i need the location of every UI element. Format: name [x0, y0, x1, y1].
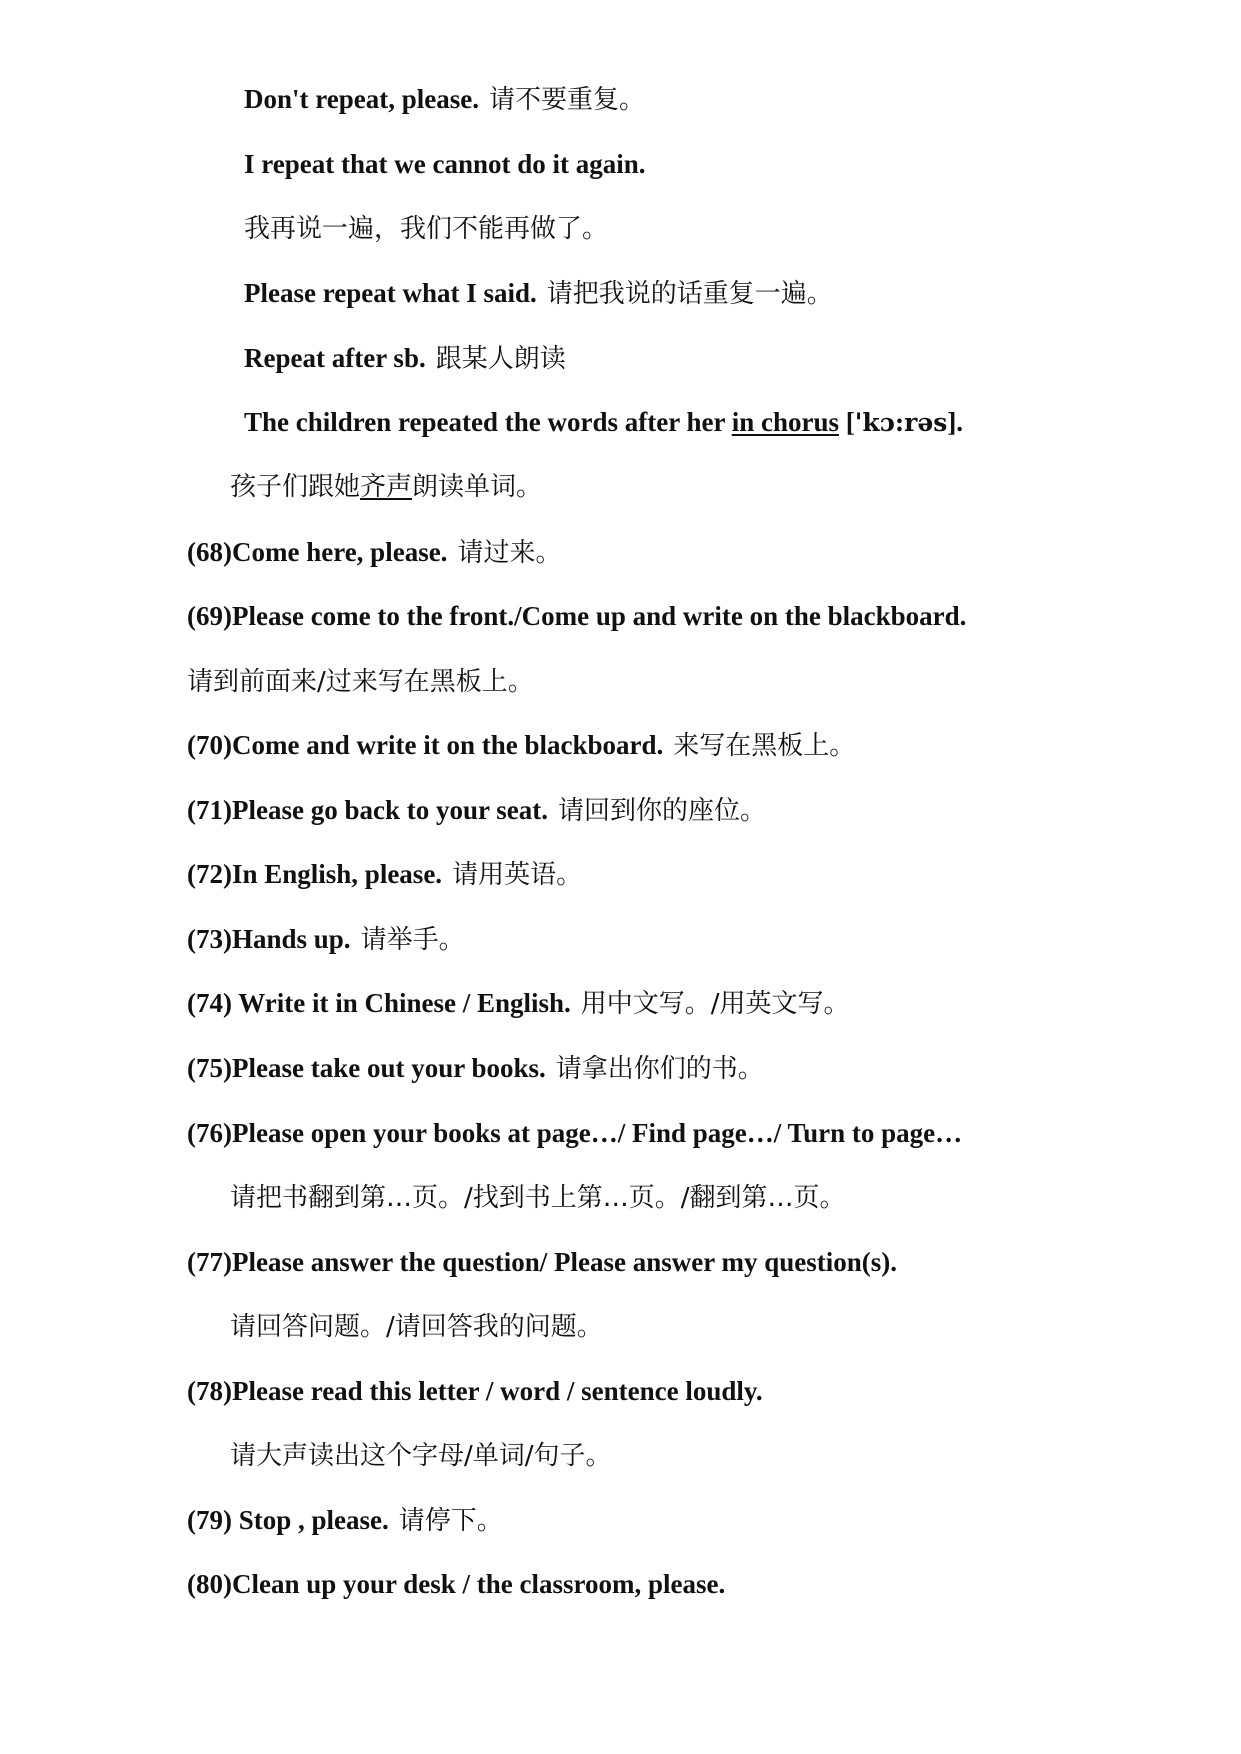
chinese-text: 请用英语。 — [452, 860, 583, 890]
english-text: [ — [838, 407, 855, 437]
chinese-text: 请停下。 — [398, 1506, 503, 1536]
item-80 — [187, 1567, 725, 1601]
english-text: (76)Please open your books at page…/ Find page…/ Turn to page… — [187, 1118, 963, 1148]
chinese-text: 请过来。 — [457, 538, 562, 568]
line-i-repeat-translation — [244, 211, 608, 246]
item-70 — [187, 728, 855, 763]
chinese-text: 朗读单词。 — [412, 472, 543, 502]
chinese-text: 请到前面来/过来写在黑板上。 — [187, 667, 534, 697]
item-76-translation — [230, 1180, 846, 1215]
item-72 — [187, 857, 582, 892]
english-text: (77)Please answer the question/ Please answer my question(s). — [187, 1247, 897, 1277]
line-children-repeated — [244, 405, 963, 440]
underlined-phrase: in chorus — [731, 407, 839, 437]
chinese-text: 用中文写。/用英文写。 — [580, 989, 850, 1019]
line-repeat-after — [244, 341, 566, 376]
chinese-text: 跟某人朗读 — [435, 344, 566, 374]
english-text: Repeat after sb. — [244, 343, 426, 373]
chinese-text: 来写在黑板上。 — [673, 731, 856, 761]
chinese-text: 孩子们跟她 — [230, 472, 361, 502]
item-78-translation — [230, 1438, 612, 1473]
english-text: (69)Please come to the front./Come up and write on the blackboard. — [187, 601, 967, 631]
chinese-text: 请举手。 — [360, 925, 465, 955]
chinese-text: 请回答问题。/请回答我的问题。 — [230, 1312, 603, 1342]
item-68 — [187, 535, 561, 570]
chinese-text: 请把书翻到第…页。/找到书上第…页。/翻到第…页。 — [230, 1183, 846, 1213]
english-text: ]. — [947, 407, 964, 437]
line-i-repeat — [244, 147, 646, 181]
english-text: (73)Hands up. — [187, 924, 351, 954]
english-text: (70)Come and write it on the blackboard. — [187, 730, 664, 760]
chinese-text: 请大声读出这个字母/单词/句子。 — [230, 1441, 612, 1471]
item-75 — [187, 1051, 764, 1086]
underlined-phrase: 齐声 — [360, 472, 413, 502]
english-text: I repeat that we cannot do it again. — [244, 149, 646, 179]
line-dont-repeat — [244, 82, 645, 117]
item-79 — [187, 1503, 503, 1538]
english-text: (78)Please read this letter / word / sentence loudly. — [187, 1376, 763, 1406]
english-text: (75)Please take out your books. — [187, 1053, 546, 1083]
english-text: (71)Please go back to your seat. — [187, 795, 548, 825]
english-text: The children repeated the words after her — [244, 407, 732, 437]
english-text: Please repeat what I said. — [244, 278, 537, 308]
phonetic-transcription: 'kɔ:rəs — [854, 408, 948, 437]
english-text: (72)In English, please. — [187, 859, 443, 889]
item-74 — [187, 986, 850, 1021]
chinese-text: 我再说一遍，我们不能再做了。 — [244, 214, 609, 244]
chinese-text: 请把我说的话重复一遍。 — [546, 279, 833, 309]
english-text: (68)Come here, please. — [187, 537, 448, 567]
item-73 — [187, 922, 465, 957]
english-text: Don't repeat, please. — [244, 84, 479, 114]
item-69 — [187, 599, 966, 633]
chinese-text: 请不要重复。 — [488, 85, 645, 115]
item-76 — [187, 1116, 962, 1150]
item-77-translation — [230, 1309, 603, 1344]
item-71 — [187, 793, 766, 828]
chinese-text: 请回到你的座位。 — [557, 796, 766, 826]
english-text: (79) Stop , please. — [187, 1505, 389, 1535]
chinese-text: 请拿出你们的书。 — [555, 1054, 764, 1084]
english-text: (80)Clean up your desk / the classroom, please. — [187, 1569, 726, 1599]
line-children-translation — [230, 469, 542, 504]
english-text: (74) Write it in Chinese / English. — [187, 988, 571, 1018]
item-69-translation — [187, 664, 534, 699]
item-78 — [187, 1374, 763, 1408]
item-77 — [187, 1245, 897, 1279]
line-please-repeat — [244, 276, 833, 311]
